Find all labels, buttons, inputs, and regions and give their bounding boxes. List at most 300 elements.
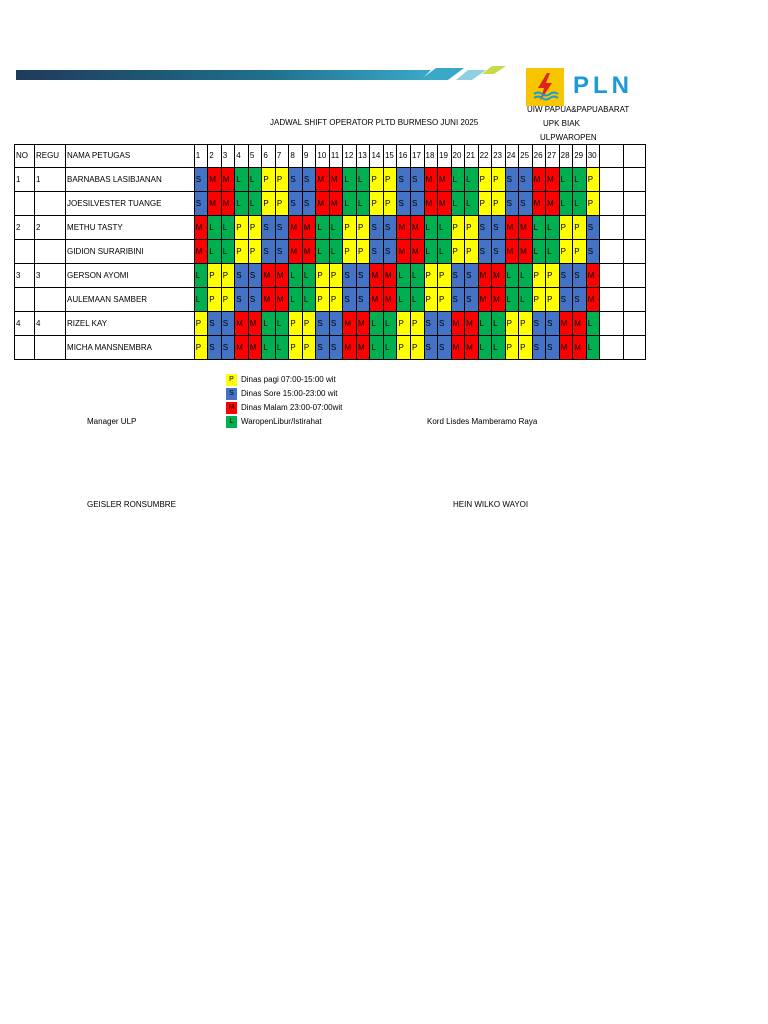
shift-cell: M [573, 336, 587, 360]
shift-cell: M [586, 288, 600, 312]
shift-cell: S [262, 240, 276, 264]
shift-cell: L [424, 216, 438, 240]
shift-cell: L [194, 264, 208, 288]
shift-cell: L [235, 192, 249, 216]
shift-cell: P [194, 312, 208, 336]
shift-cell: P [329, 288, 343, 312]
shift-cell: L [208, 216, 222, 240]
header-day: 18 [424, 145, 438, 168]
shift-cell: P [329, 264, 343, 288]
shift-cell: L [411, 264, 425, 288]
shift-cell: M [316, 192, 330, 216]
cell-regu [34, 240, 65, 264]
shift-cell: L [343, 168, 357, 192]
header-day: 25 [519, 145, 533, 168]
shift-cell: L [411, 288, 425, 312]
shift-cell: M [262, 264, 276, 288]
shift-cell: P [194, 336, 208, 360]
shift-cell: P [465, 216, 479, 240]
shift-cell: P [492, 168, 506, 192]
shift-cell: S [492, 240, 506, 264]
shift-cell: S [248, 288, 262, 312]
cell-extra [600, 192, 623, 216]
document-title: JADWAL SHIFT OPERATOR PLTD BURMESO JUNI 2025 [270, 118, 479, 127]
shift-cell: M [194, 216, 208, 240]
shift-cell: S [343, 264, 357, 288]
shift-cell: S [370, 240, 384, 264]
table-row [15, 168, 646, 192]
header-day: 9 [302, 145, 316, 168]
shift-cell: M [275, 288, 289, 312]
header-day: 14 [370, 145, 384, 168]
shift-cell: L [559, 168, 573, 192]
cell-nama: MICHA MANSNEMBRA [66, 336, 195, 360]
shift-cell: M [505, 240, 519, 264]
shift-cell: L [586, 312, 600, 336]
signature-left-title: Manager ULP [87, 417, 137, 426]
cell-regu [34, 336, 65, 360]
shift-cell: S [586, 240, 600, 264]
shift-cell: M [221, 168, 235, 192]
shift-cell: L [302, 264, 316, 288]
shift-cell: M [329, 192, 343, 216]
shift-cell: S [411, 168, 425, 192]
cell-extra [623, 288, 645, 312]
header-day: 21 [465, 145, 479, 168]
shift-cell: M [316, 168, 330, 192]
cell-regu [34, 288, 65, 312]
cell-extra [600, 240, 623, 264]
shift-cell: P [397, 336, 411, 360]
cell-no [15, 192, 35, 216]
shift-cell: M [465, 336, 479, 360]
shift-cell: L [397, 264, 411, 288]
shift-cell: L [356, 192, 370, 216]
shift-cell: L [370, 336, 384, 360]
header-day: 1 [194, 145, 208, 168]
shift-cell: S [275, 240, 289, 264]
shift-cell: P [397, 312, 411, 336]
table-row [15, 240, 646, 264]
shift-cell: M [519, 216, 533, 240]
shift-cell: L [465, 192, 479, 216]
shift-cell: P [532, 288, 546, 312]
shift-cell: P [559, 240, 573, 264]
shift-cell: M [343, 312, 357, 336]
shift-cell: M [438, 168, 452, 192]
shift-cell: L [316, 240, 330, 264]
header-day: 27 [546, 145, 560, 168]
cell-extra [623, 336, 645, 360]
shift-cell: M [343, 336, 357, 360]
shift-cell: S [235, 264, 249, 288]
cell-extra [623, 312, 645, 336]
header-day: 17 [411, 145, 425, 168]
shift-cell: S [329, 336, 343, 360]
shift-cell: L [262, 312, 276, 336]
shift-cell: P [505, 336, 519, 360]
cell-extra [600, 312, 623, 336]
shift-cell: P [343, 216, 357, 240]
org-line-1: UIW PAPUA&PAPUABARAT [527, 105, 630, 114]
table-row [15, 312, 646, 336]
legend-swatch-sore: S [226, 388, 237, 400]
shift-schedule-table [14, 144, 646, 360]
shift-cell: S [465, 288, 479, 312]
shift-cell: P [370, 168, 384, 192]
shift-cell: P [492, 192, 506, 216]
shift-cell: L [478, 312, 492, 336]
shift-cell: M [397, 240, 411, 264]
shift-cell: S [559, 264, 573, 288]
shift-cell: M [519, 240, 533, 264]
cell-regu [34, 192, 65, 216]
shift-cell: P [356, 216, 370, 240]
shift-cell: L [465, 168, 479, 192]
shift-cell: L [221, 240, 235, 264]
shift-cell: S [397, 192, 411, 216]
shift-cell: M [235, 336, 249, 360]
shift-cell: L [451, 168, 465, 192]
header-day: 8 [289, 145, 303, 168]
cell-regu: 3 [34, 264, 65, 288]
shift-cell: M [370, 264, 384, 288]
shift-cell: M [546, 192, 560, 216]
shift-cell: M [478, 288, 492, 312]
shift-cell: L [546, 240, 560, 264]
shift-cell: M [492, 288, 506, 312]
shift-cell: S [302, 168, 316, 192]
shift-cell: L [383, 312, 397, 336]
table-row [15, 264, 646, 288]
shift-cell: P [302, 336, 316, 360]
shift-cell: M [505, 216, 519, 240]
shift-cell: L [194, 288, 208, 312]
header-day: 19 [438, 145, 452, 168]
shift-cell: L [424, 240, 438, 264]
shift-cell: M [248, 336, 262, 360]
shift-cell: M [262, 288, 276, 312]
pln-logo-mark [526, 68, 564, 106]
shift-cell: P [356, 240, 370, 264]
shift-cell: P [451, 240, 465, 264]
shift-cell: S [329, 312, 343, 336]
legend-swatch-pagi: P [226, 374, 237, 386]
cell-regu: 2 [34, 216, 65, 240]
shift-cell: L [438, 240, 452, 264]
shift-cell: S [316, 312, 330, 336]
shift-cell: M [532, 168, 546, 192]
shift-cell: S [546, 312, 560, 336]
shift-cell: M [559, 312, 573, 336]
legend-text-pagi: Dinas pagi 07:00-15:00 wit [241, 375, 336, 384]
shift-cell: L [546, 216, 560, 240]
shift-cell: S [248, 264, 262, 288]
cell-extra [600, 264, 623, 288]
shift-cell: P [248, 216, 262, 240]
shift-cell: P [438, 264, 452, 288]
shift-cell: M [492, 264, 506, 288]
shift-cell: L [248, 192, 262, 216]
cell-nama: AULEMAAN SAMBER [66, 288, 195, 312]
shift-cell: S [532, 312, 546, 336]
shift-cell: P [505, 312, 519, 336]
shift-cell: S [478, 216, 492, 240]
shift-cell: M [411, 240, 425, 264]
cell-no: 3 [15, 264, 35, 288]
shift-cell: L [356, 168, 370, 192]
shift-cell: L [519, 264, 533, 288]
table-row [15, 192, 646, 216]
shift-cell: P [411, 312, 425, 336]
shift-cell: S [208, 336, 222, 360]
header-day: 7 [275, 145, 289, 168]
header-day: 28 [559, 145, 573, 168]
shift-cell: P [235, 216, 249, 240]
shift-cell: S [519, 192, 533, 216]
shift-cell: S [532, 336, 546, 360]
shift-cell: M [289, 216, 303, 240]
shift-cell: P [262, 192, 276, 216]
shift-cell: M [465, 312, 479, 336]
cell-extra [600, 288, 623, 312]
shift-cell: P [235, 240, 249, 264]
cell-regu: 1 [34, 168, 65, 192]
shift-cell: P [221, 288, 235, 312]
shift-cell: L [492, 312, 506, 336]
header-day: 10 [316, 145, 330, 168]
shift-cell: M [411, 216, 425, 240]
shift-cell: L [275, 336, 289, 360]
header-day: 15 [383, 145, 397, 168]
shift-cell: L [370, 312, 384, 336]
shift-cell: S [194, 192, 208, 216]
cell-nama: GERSON AYOMI [66, 264, 195, 288]
shift-cell: S [546, 336, 560, 360]
header-day: 16 [397, 145, 411, 168]
header-day: 3 [221, 145, 235, 168]
shift-cell: L [302, 288, 316, 312]
table-row [15, 336, 646, 360]
shift-cell: P [343, 240, 357, 264]
legend-text-libur: WaropenLibur/Istirahat [241, 417, 322, 426]
shift-cell: M [235, 312, 249, 336]
signature-left-name: GEISLER RONSUMBRE [87, 500, 176, 509]
table-row [15, 216, 646, 240]
pln-logo [526, 68, 636, 106]
header-stripe [16, 66, 506, 82]
shift-cell: M [383, 264, 397, 288]
shift-cell: S [451, 288, 465, 312]
shift-cell: P [275, 192, 289, 216]
shift-cell: M [451, 312, 465, 336]
shift-cell: P [316, 288, 330, 312]
shift-cell: M [559, 336, 573, 360]
header-day: 2 [208, 145, 222, 168]
shift-cell: M [451, 336, 465, 360]
shift-cell: S [492, 216, 506, 240]
shift-cell: M [275, 264, 289, 288]
shift-cell: M [289, 240, 303, 264]
shift-cell: S [221, 312, 235, 336]
shift-cell: P [302, 312, 316, 336]
cell-no [15, 240, 35, 264]
header-no: NO [15, 145, 35, 168]
cell-extra [623, 240, 645, 264]
shift-cell: S [438, 336, 452, 360]
lightning-icon [526, 68, 564, 106]
shift-cell: P [586, 192, 600, 216]
legend-text-malam: Dinas Malam 23:00-07:00wit [241, 403, 343, 412]
cell-no: 4 [15, 312, 35, 336]
shift-cell: P [411, 336, 425, 360]
header-day: 30 [586, 145, 600, 168]
shift-cell: P [559, 216, 573, 240]
org-line-3: ULPWAROPEN [540, 133, 597, 142]
cell-regu: 4 [34, 312, 65, 336]
shift-cell: S [302, 192, 316, 216]
cell-nama: RIZEL KAY [66, 312, 195, 336]
cell-extra [623, 168, 645, 192]
header-day: 13 [356, 145, 370, 168]
shift-cell: L [343, 192, 357, 216]
shift-cell: S [289, 168, 303, 192]
shift-cell: S [208, 312, 222, 336]
shift-cell: M [478, 264, 492, 288]
shift-cell: L [559, 192, 573, 216]
shift-cell: S [316, 336, 330, 360]
shift-cell: L [505, 288, 519, 312]
shift-cell: P [546, 264, 560, 288]
header-day: 20 [451, 145, 465, 168]
header-regu: REGU [34, 145, 65, 168]
table-row [15, 288, 646, 312]
shift-cell: M [424, 168, 438, 192]
shift-cell: L [573, 192, 587, 216]
shift-cell: P [532, 264, 546, 288]
header-day: 22 [478, 145, 492, 168]
shift-cell: M [302, 240, 316, 264]
shift-cell: P [208, 288, 222, 312]
shift-cell: L [397, 288, 411, 312]
header-day: 11 [329, 145, 343, 168]
shift-cell: S [397, 168, 411, 192]
shift-cell: S [505, 192, 519, 216]
shift-cell: S [505, 168, 519, 192]
shift-cell: M [194, 240, 208, 264]
shift-cell: M [248, 312, 262, 336]
shift-cell: S [411, 192, 425, 216]
shift-cell: L [505, 264, 519, 288]
cell-nama: GIDION SURARIBINI [66, 240, 195, 264]
shift-cell: P [289, 336, 303, 360]
legend-swatch-malam: M [226, 402, 237, 414]
shift-cell: P [316, 264, 330, 288]
shift-cell: L [248, 168, 262, 192]
shift-cell: S [519, 168, 533, 192]
shift-cell: S [586, 216, 600, 240]
shift-cell: S [383, 240, 397, 264]
shift-cell: L [235, 168, 249, 192]
shift-cell: M [438, 192, 452, 216]
shift-cell: P [478, 168, 492, 192]
shift-cell: P [424, 264, 438, 288]
header-day: 26 [532, 145, 546, 168]
shift-cell: L [519, 288, 533, 312]
shift-cell: P [546, 288, 560, 312]
shift-cell: M [546, 168, 560, 192]
cell-extra [600, 168, 623, 192]
shift-cell: S [438, 312, 452, 336]
header-day: 12 [343, 145, 357, 168]
shift-cell: P [383, 192, 397, 216]
legend-text-sore: Dinas Sore 15:00-23:00 wit [241, 389, 338, 398]
cell-nama: BARNABAS LASIBJANAN [66, 168, 195, 192]
shift-cell: L [492, 336, 506, 360]
shift-cell: P [370, 192, 384, 216]
shift-cell: S [370, 216, 384, 240]
shift-cell: L [289, 288, 303, 312]
shift-cell: L [478, 336, 492, 360]
shift-cell: M [302, 216, 316, 240]
shift-cell: M [356, 336, 370, 360]
shift-cell: P [586, 168, 600, 192]
shift-cell: S [424, 312, 438, 336]
shift-cell: P [465, 240, 479, 264]
shift-cell: S [451, 264, 465, 288]
shift-cell: M [221, 192, 235, 216]
shift-cell: P [424, 288, 438, 312]
shift-cell: S [356, 264, 370, 288]
header-extra [600, 145, 623, 168]
shift-cell: L [262, 336, 276, 360]
shift-cell: S [194, 168, 208, 192]
org-line-2: UPK BIAK [543, 119, 580, 128]
shift-cell: S [289, 192, 303, 216]
shift-cell: P [275, 168, 289, 192]
signature-right-title: Kord Lisdes Mamberamo Raya [427, 417, 538, 426]
shift-cell: S [275, 216, 289, 240]
shift-cell: P [519, 312, 533, 336]
cell-nama: METHU TASTY [66, 216, 195, 240]
shift-cell: L [289, 264, 303, 288]
shift-cell: M [208, 168, 222, 192]
header-day: 4 [235, 145, 249, 168]
shift-cell: S [383, 216, 397, 240]
shift-cell: M [370, 288, 384, 312]
cell-extra [623, 264, 645, 288]
header-day: 29 [573, 145, 587, 168]
shift-cell: L [316, 216, 330, 240]
header-extra [623, 145, 645, 168]
shift-cell: P [262, 168, 276, 192]
header-day: 6 [262, 145, 276, 168]
header-nama: NAMA PETUGAS [66, 145, 195, 168]
shift-cell: M [573, 312, 587, 336]
cell-no [15, 336, 35, 360]
shift-cell: M [532, 192, 546, 216]
shift-cell: L [383, 336, 397, 360]
shift-cell: S [465, 264, 479, 288]
shift-cell: L [329, 216, 343, 240]
shift-cell: L [586, 336, 600, 360]
shift-cell: P [573, 216, 587, 240]
shift-cell: M [586, 264, 600, 288]
shift-cell: M [356, 312, 370, 336]
shift-cell: P [289, 312, 303, 336]
shift-cell: S [343, 288, 357, 312]
signature-right-name: HEIN WILKO WAYOI [453, 500, 529, 509]
